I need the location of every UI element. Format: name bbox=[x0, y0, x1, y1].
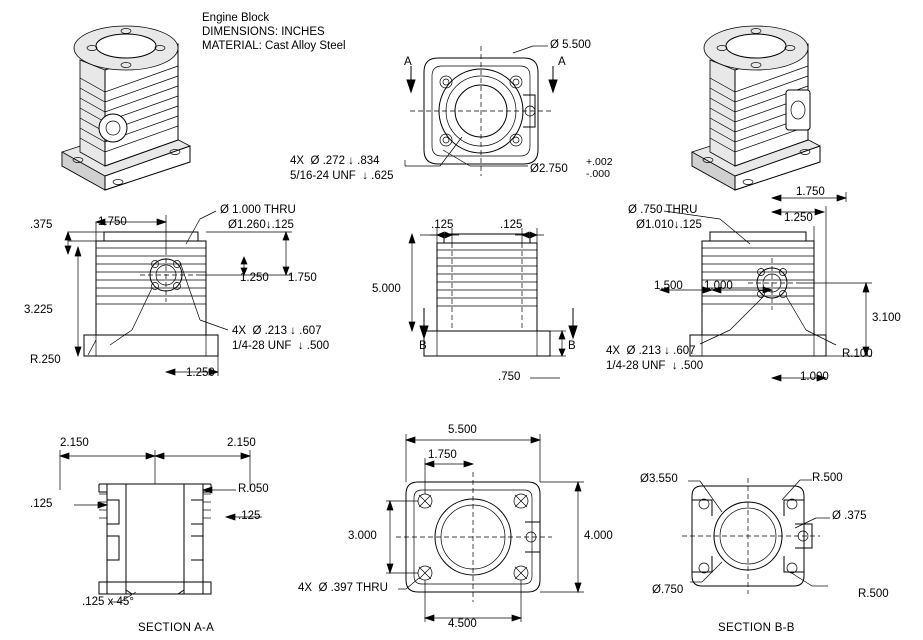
section-a-upper-label: A bbox=[404, 56, 412, 68]
front-dim-375-label: .375 bbox=[30, 219, 53, 231]
top-view bbox=[405, 46, 557, 176]
section-bb-view bbox=[682, 478, 830, 594]
right-bore-thru-label: Ø .750 THRU bbox=[628, 204, 698, 216]
bot-dim-1750-label: 1.750 bbox=[428, 449, 457, 461]
front-dim-3225-label: 3.225 bbox=[24, 304, 53, 316]
top-dia-5500-label: Ø 5.500 bbox=[550, 39, 591, 51]
front-dim-1250-bottom-label: 1.250 bbox=[186, 367, 215, 379]
right-dim-1000-label: 1.000 bbox=[704, 280, 733, 292]
top-hole-note-line1-label: 4X Ø .272 ↓ .834 bbox=[290, 155, 380, 167]
bot-dim-3000-label: 3.000 bbox=[348, 530, 377, 542]
mid-dim-125-right-label: .125 bbox=[500, 219, 523, 231]
bot-dim-4000-label: 4.000 bbox=[584, 530, 613, 542]
isometric-view-right bbox=[692, 26, 820, 190]
front-dim-1750-top-label: 1.750 bbox=[98, 216, 127, 228]
mid-dim-125-left-label: .125 bbox=[431, 219, 454, 231]
right-dim-1500-label: 1.500 bbox=[654, 280, 683, 292]
right-hole-note-line1-label: 4X Ø .213 ↓ .607 bbox=[606, 345, 696, 357]
mid-section-b-left-label: B bbox=[419, 340, 427, 352]
sec-aa-chamfer-label: .125 x 45° bbox=[82, 596, 134, 608]
sec-bb-radius-500-bottom-label: R.500 bbox=[858, 588, 889, 600]
sec-aa-title-label: SECTION A-A bbox=[138, 622, 215, 634]
sec-aa-dim-125-left-label: .125 bbox=[30, 498, 53, 510]
isometric-view-left bbox=[62, 26, 190, 190]
right-radius-100-label: R.100 bbox=[842, 348, 873, 360]
top-bore-tol-lower-label: -.000 bbox=[586, 168, 610, 180]
front-hole-note-line1-label: 4X Ø .213 ↓ .607 bbox=[232, 325, 322, 337]
mid-dim-5000-label: 5.000 bbox=[372, 283, 401, 295]
sec-bb-dia-3550-label: Ø3.550 bbox=[640, 473, 678, 485]
sec-aa-dim-125-right-label: .125 bbox=[238, 510, 261, 522]
front-bore-thru-label: Ø 1.000 THRU bbox=[220, 204, 296, 216]
top-bore-tol-upper-label: +.002 bbox=[586, 156, 613, 168]
right-dim-3100-label: 3.100 bbox=[872, 312, 901, 324]
right-dim-1250-label: 1.250 bbox=[784, 212, 813, 224]
front-view-center bbox=[409, 228, 577, 378]
front-dim-1750-right-label: 1.750 bbox=[288, 272, 317, 284]
front-dim-1250-label: 1.250 bbox=[240, 272, 269, 284]
sec-bb-dia-750-label: Ø.750 bbox=[652, 584, 684, 596]
bot-dim-5500-label: 5.500 bbox=[448, 424, 477, 436]
mid-section-b-right-label: B bbox=[568, 340, 576, 352]
right-counterbore-label: Ø1.010↓.125 bbox=[636, 219, 702, 231]
sec-aa-dim-2150-right-label: 2.150 bbox=[227, 437, 256, 449]
sec-bb-dia-375-label: Ø .375 bbox=[832, 510, 867, 522]
dimensions-note-label: DIMENSIONS: INCHES bbox=[202, 26, 325, 38]
right-dim-1000-bottom-label: 1.000 bbox=[800, 371, 829, 383]
top-bore-dia-label: Ø2.750 bbox=[530, 163, 568, 175]
top-hole-note-line2-label: 5/16-24 UNF ↓ .625 bbox=[290, 170, 394, 182]
bottom-view bbox=[386, 434, 584, 622]
front-hole-note-line2-label: 1/4-28 UNF ↓ .500 bbox=[232, 340, 330, 352]
right-dim-1750-label: 1.750 bbox=[796, 186, 825, 198]
bot-hole-note-label: 4X Ø .397 THRU bbox=[298, 582, 388, 594]
right-hole-note-line2-label: 1/4-28 UNF ↓ .500 bbox=[606, 360, 704, 372]
sec-bb-title-label: SECTION B-B bbox=[718, 622, 795, 634]
part-name-label: Engine Block bbox=[202, 12, 270, 24]
material-note-label: MATERIAL: Cast Alloy Steel bbox=[202, 40, 346, 52]
bot-dim-4500-label: 4.500 bbox=[448, 618, 477, 630]
front-counterbore-label: Ø1.260↓.125 bbox=[228, 219, 294, 231]
mid-dim-750-label: .750 bbox=[498, 371, 521, 383]
front-radius-250-label: R.250 bbox=[30, 354, 61, 366]
sec-bb-radius-500-top-label: R.500 bbox=[812, 472, 843, 484]
sec-aa-dim-2150-left-label: 2.150 bbox=[60, 437, 89, 449]
section-aa-view bbox=[60, 450, 262, 602]
section-a-lower-label: A bbox=[558, 56, 566, 68]
sec-aa-radius-050-label: R.050 bbox=[238, 483, 269, 495]
